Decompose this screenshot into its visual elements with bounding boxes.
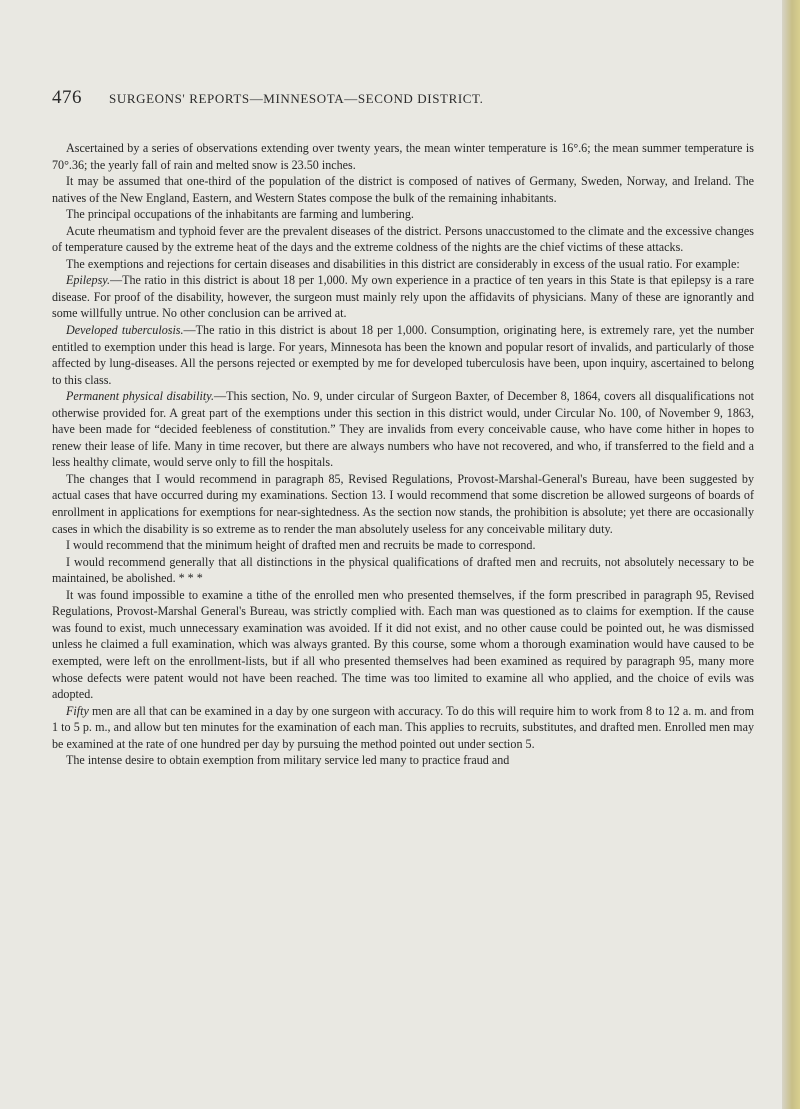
body-text [52, 140, 754, 769]
paragraph: I would recommend that the minimum height of drafted men and recruits be made to correspond. [66, 538, 536, 553]
page-edge [782, 0, 800, 1109]
paragraph-lead: Epilepsy. [66, 273, 110, 288]
paragraph: The intense desire to obtain exemption from military service led many to practice fraud and [66, 753, 510, 768]
paragraph-lead: Developed tuberculosis. [66, 323, 184, 338]
paragraph-permanent-disability: Permanent physical disability.—This section, No. 9, under circular of Surgeon Baxter, of December 8, 1864, covers all disqualifications not otherwise provided for. A great part of the exemptions under this section in this district would, under Circular No. 100, of November 9, 1863, have been made for “decided feebleness of constitution.” They are invalids from every conceivable cause, who have come hither in hopes to renew their lease of life. Many in time recover, but there are always numbers who have not recovered, and who, if transferred to the field and a less healthy climate, would serve only to fill the hospitals. [52, 389, 754, 470]
paragraph: The principal occupations of the inhabitants are farming and lumbering. [66, 207, 414, 222]
paragraph: It was found impossible to examine a tithe of the enrolled men who presented themselves, if the form prescribed in paragraph 95, Revised Regulations, Provost-Marshal General's Bureau, was strictly complied with. Each man was questioned as to claims for exemption. If the cause was found to exist, much unnecessary examination was avoided. If it did not exist, and no other cause could be pointed out, he was dismissed unless he claimed a full examination, which was always granted. By this course, some whom a thorough examination would have caused to be exempted, were left on the enrollment-lists, but if all who presented themselves had been examined as required by paragraph 95, many more whose defects were patent would not have been reached. The time was too limited to examine all who applied, and the choice of evils was adopted. [52, 587, 754, 702]
paragraph: It may be assumed that one-third of the population of the district is composed of natives of Germany, Sweden, Norway, and Ireland. The natives of the New England, Eastern, and Western States compose the bulk of the remaining inhabitants. [52, 174, 754, 205]
paragraph-lead: Permanent physical disability. [66, 389, 214, 404]
paragraph: Ascertained by a series of observations extending over twenty years, the mean winter temperature is 16°.6; the mean summer temperature is 70°.36; the yearly fall of rain and melted snow is 23.50 inches. [52, 141, 754, 172]
paragraph: The exemptions and rejections for certain diseases and disabilities in this district are considerably in excess of the usual ratio. For example: [66, 256, 740, 271]
paragraph-fifty: Fifty men are all that can be examined in a day by one surgeon with accuracy. To do this will require him to work from 8 to 12 a. m. and from 1 to 5 p. m., and allow but ten minutes for the examination of each man. This applies to recruits, substitutes, and drafted men. Enrolled men may be examined at the rate of one hundred per day by pursuing the method pointed out under section 5. [52, 703, 754, 751]
paragraph: The changes that I would recommend in paragraph 85, Revised Regulations, Provost-Marshal-General's Bureau, have been suggested by actual cases that have occurred during my examinations. Section 13. I would recommend that some discretion be allowed surgeons of boards of enrollment in applications for exemptions for near-sightedness. As the section now stands, the prohibition is absolute; yet there are occasionally cases in which the disability is so extreme as to render the man absolutely useless for any conceivable military duty. [52, 471, 754, 536]
running-head: SURGEONS' REPORTS—MINNESOTA—SECOND DISTRICT. [109, 91, 484, 106]
paragraph-epilepsy: Epilepsy.—The ratio in this district is about 18 per 1,000. My own experience in a practice of ten years in this State is that epilepsy is a rare disease. For proof of the disability, however, the surgeon must mainly rely upon the affidavits of physicians. Many of these are ignorantly and some willfully untrue. No other conclusion can be arrived at. [52, 273, 754, 321]
paragraph-tuberculosis: Developed tuberculosis.—The ratio in this district is about 18 per 1,000. Consumption, originating here, is extremely rare, yet the number entitled to exemption under this head is large. For years, Minnesota has been the known and popular resort of invalids, and particularly of those affected by lung-diseases. All the persons rejected or exempted by me for developed tuberculosis have been, upon inquiry, ascertained to belong to this class. [52, 323, 754, 387]
paragraph: Acute rheumatism and typhoid fever are the prevalent diseases of the district. Persons unaccustomed to the climate and the excessive changes of temperature caused by the extreme heat of the days and the extreme coldness of the nights are the chief victims of these attacks. [52, 223, 754, 255]
page-number: 476 [52, 87, 82, 108]
paragraph-lead: Fifty [66, 703, 89, 718]
paragraph: I would recommend generally that all distinctions in the physical qualifications of drafted men and recruits, not absolutely necessary to be maintained, be abolished. * * * [52, 554, 754, 586]
